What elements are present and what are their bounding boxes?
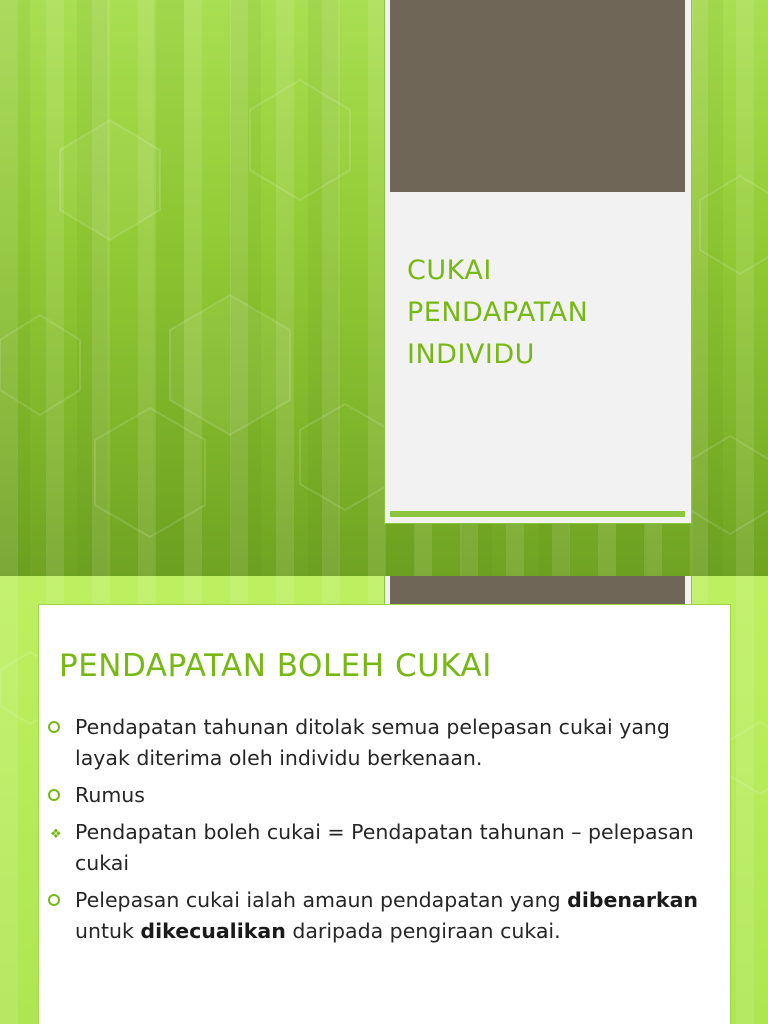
content-slide [0,576,768,1024]
ring-bullet-icon [48,721,60,733]
slide-title-line-2: PENDAPATAN [407,297,589,328]
slide-title [407,250,677,376]
bullet-text: Rumus [75,783,145,807]
bullet-text-part: Pelepasan cukai ialah amaun pendapatan yang [75,888,568,912]
content-title: PENDAPATAN BOLEH CUKAI [59,648,492,684]
slide-title-line-3: INDIVIDU [407,339,535,370]
bullet-text: Pendapatan tahunan ditolak semua pelepasan cukai yang layak diterima oleh individu berkenaan. [75,715,670,770]
bullet-item [48,885,728,947]
bullet-item [48,780,728,811]
bullet-item [48,712,728,774]
ring-bullet-icon [48,894,60,906]
bullet-emphasis: dikecualikan [140,919,286,943]
diamond-bullet-icon: ❖ [50,827,62,842]
bullet-text-part: untuk [75,919,141,943]
ring-bullet-icon [48,789,60,801]
bullet-list [48,712,728,953]
title-panel-header-block [390,0,685,192]
bullet-text: Pendapatan boleh cukai = Pendapatan tahunan – pelepasan cukai [75,820,694,875]
bullet-emphasis: dibenarkan [567,888,699,912]
slide-title-line-1: CUKAI [407,255,492,286]
bullet-text-part: daripada pengiraan cukai. [285,919,561,943]
bullet-item [48,817,728,879]
title-accent-bar [390,511,685,517]
